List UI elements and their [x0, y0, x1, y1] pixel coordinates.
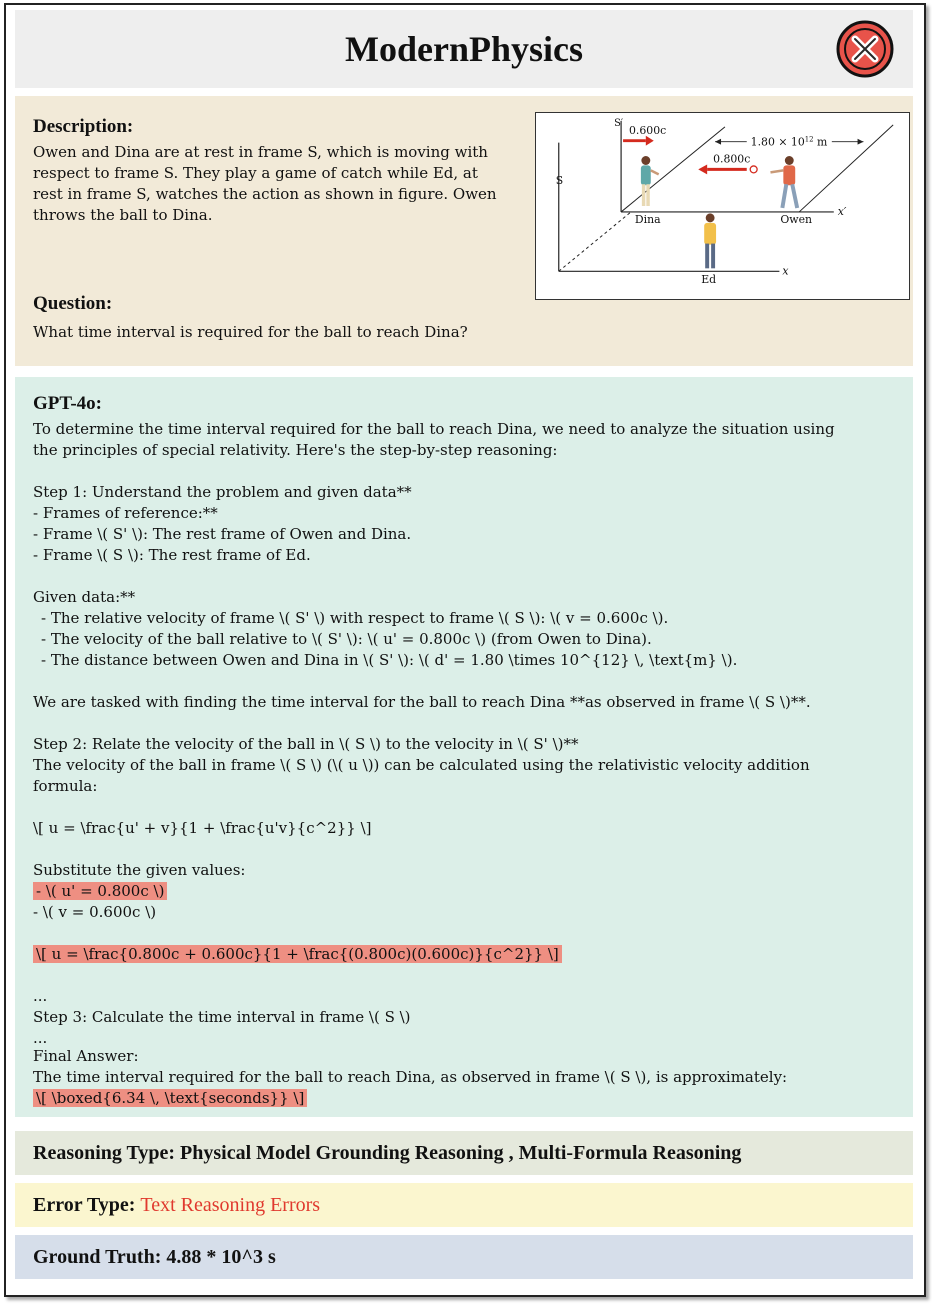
description-line: Owen and Dina are at rest in frame S, which is moving with: [33, 143, 488, 161]
owen-label: Owen: [780, 212, 813, 226]
response-line: - Frames of reference:**: [33, 504, 218, 522]
description-text: [33, 142, 533, 226]
question-text: What time interval is required for the ball to reach Dina?: [33, 323, 468, 341]
highlighted-line: [33, 881, 167, 902]
description-line: respect to frame S. They play a game of catch while Ed, at: [33, 164, 478, 182]
header: [15, 10, 913, 88]
highlighted-answer: [33, 1088, 307, 1109]
reasoning-type: Reasoning Type: Physical Model Grounding Reasoning , Multi-Formula Reasoning: [15, 1131, 913, 1175]
response-line: ...: [33, 987, 48, 1005]
dina-figure: [641, 156, 659, 206]
description-line: rest in frame S, watches the action as shown in figure. Owen: [33, 185, 497, 203]
close-icon: [835, 19, 895, 79]
response-line: Substitute the given values:: [33, 861, 246, 879]
ed-figure: [704, 213, 716, 268]
ball-velocity-label: 0.800c: [713, 152, 751, 166]
response-formula: \[ u = \frac{u' + v}{1 + \frac{u'v}{c^2}} \]: [33, 819, 372, 837]
x-axis-label: x: [782, 264, 789, 278]
response-line: Given data:**: [33, 588, 136, 606]
response-line: - The velocity of the ball relative to \( S' \): \( u' = 0.800c \) (from Owen to Dina).: [41, 630, 652, 648]
physics-figure: [535, 112, 910, 300]
response-line: - Frame \( S \): The rest frame of Ed.: [33, 546, 311, 564]
highlighted-formula: [33, 944, 562, 965]
response-line: The time interval required for the ball to reach Dina, as observed in frame \( S \), is approximately:: [33, 1068, 788, 1086]
response-line: Step 2: Relate the velocity of the ball in \( S \) to the velocity in \( S' \)**: [33, 735, 579, 753]
ed-label: Ed: [701, 273, 717, 287]
response-line: To determine the time interval required for the ball to reach Dina, we need to analyze the situation using: [33, 420, 835, 438]
model-heading: GPT-4o:: [33, 393, 102, 414]
response-line: We are tasked with finding the time interval for the ball to reach Dina **as observed in frame \( S \)**.: [33, 693, 811, 711]
ground-truth: Ground Truth: 4.88 * 10^3 s: [15, 1235, 913, 1279]
model-response-section: [15, 377, 913, 1117]
owen-figure: [770, 156, 797, 208]
question-heading: Question:: [33, 293, 113, 314]
description-line: throws the ball to Dina.: [33, 206, 213, 224]
distance-label: $1.80 \times 10^{12}$ m: [750, 135, 828, 149]
s-label: S: [555, 174, 564, 188]
response-line: Step 3: Calculate the time interval in frame \( S \): [33, 1008, 411, 1026]
response-line: ...: [33, 1029, 48, 1047]
response-line: - The relative velocity of frame \( S' \) with respect to frame \( S \): \( v = 0.600c \).: [41, 609, 669, 627]
error-highlight: - \( u' = 0.800c \): [33, 882, 167, 900]
response-line: Final Answer:: [33, 1047, 139, 1065]
response-line: formula:: [33, 777, 98, 795]
error-highlight: \[ u = \frac{0.800c + 0.600c}{1 + \frac{(0.800c)(0.600c)}{c^2}} \]: [33, 945, 562, 963]
description-heading: Description:: [33, 116, 134, 137]
response-line: - The distance between Owen and Dina in \( S' \): \( d' = 1.80 \times 10^{12} \, \text{m} \).: [41, 651, 738, 669]
page-title: ModernPhysics: [345, 29, 583, 69]
s-prime-label: S′: [614, 117, 624, 129]
error-type-label: Error Type:: [33, 1194, 141, 1216]
error-type: [15, 1183, 913, 1227]
response-line: Step 1: Understand the problem and given data**: [33, 483, 412, 501]
frame-velocity-label: 0.600c: [629, 123, 667, 137]
x-prime-label: x′: [837, 204, 847, 218]
response-line: The velocity of the ball in frame \( S \) (\( u \)) can be calculated using the relativistic velocity addition: [33, 756, 810, 774]
error-highlight: \[ \boxed{6.34 \, \text{seconds}} \]: [33, 1089, 307, 1107]
response-line: - Frame \( S' \): The rest frame of Owen and Dina.: [33, 525, 412, 543]
response-line: the principles of special relativity. Here's the step-by-step reasoning:: [33, 441, 558, 459]
error-type-value: Text Reasoning Errors: [140, 1194, 321, 1216]
response-line: - \( v = 0.600c \): [33, 903, 157, 921]
dina-label: Dina: [634, 212, 661, 226]
description-section: [15, 96, 913, 366]
